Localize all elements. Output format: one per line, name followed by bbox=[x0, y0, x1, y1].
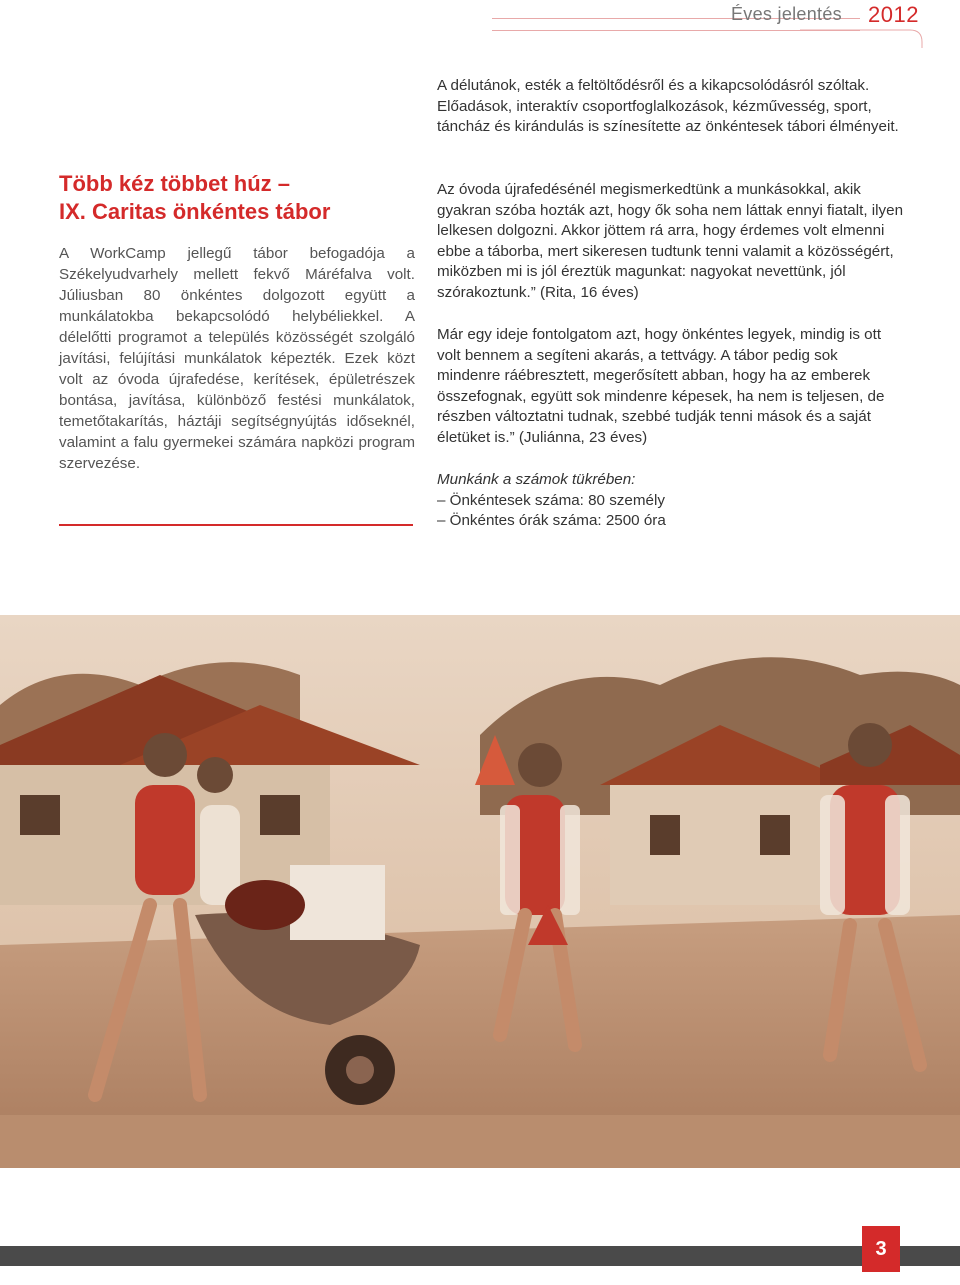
report-title: Éves jelentés bbox=[731, 4, 842, 24]
volunteers-photo bbox=[0, 615, 960, 1168]
article-lead: A WorkCamp jellegű tábor befogadója a Székelyudvarhely mellett fekvő Máréfalva volt. Júliusban 80 önkéntes dolgozott együtt a munkálatokba bekapcsolódó helybéliekkel. A délelőtti programot a település közösségét szolgáló javítási, felújítási munkálatok képezték. Ezek közt volt az óvoda újrafedése, kerítések, épületrészek bontása, javítása, különböző festési munkálatok, temetőtakarítás, háztáji segítségnyújtás időseknél, valamint a falu gyermekei számára napközi program szervezése. bbox=[59, 245, 415, 472]
article-title bbox=[59, 170, 419, 226]
quote-julianna: Már egy ideje fontolgatom azt, hogy önkéntes legyek, mindig is ott volt bennem a segíteni akarás, a tettvágy. A tábor pedig sok mindenre ráébresztett, megerősített abban, hogy ha az emberek összefognak, együtt sok mindenre képesek, ha nem is teljesen, de részben változtatni tudnak, szebbé tudják tenni mások és a saját életüket is.” (Juliánna, 23 éves) bbox=[437, 326, 885, 446]
numbers-summary bbox=[437, 470, 904, 532]
article-title-line2: IX. Caritas önkéntes tábor bbox=[59, 199, 331, 224]
article-title-line1: Több kéz többet húz – bbox=[59, 171, 290, 196]
paragraph-afternoons: A délutánok, esték a feltöltődésről és a kikapcsolódásról szóltak. Előadások, interaktív csoportfoglalkozások, kézművesség, sport, táncház és kirándulás is színesítette az önkéntesek tábori élményeit. bbox=[437, 77, 899, 135]
numbers-volunteers: – Önkéntesek száma: 80 személy bbox=[437, 491, 665, 509]
section-divider bbox=[59, 524, 413, 526]
quote-rita: Az óvoda újrafedésénél megismerkedtünk a munkásokkal, akik gyakran szóba hozták azt, hogy ők soha nem láttak ennyi fiatalt, ilyen lelkesen dolgozni. Akkor jöttem rá arra, hogy érdemes volt elmenni ebbe a táborba, mert sikeresen tudtunk tenni valamit a közösségért, miközben mi is jól éreztük magunkat: nagyokat nevettünk, jól szórakoztunk.” (Rita, 16 éves) bbox=[437, 181, 904, 301]
report-year: 2012 bbox=[868, 2, 919, 27]
page-number: 3 bbox=[862, 1226, 900, 1272]
footer-bar bbox=[0, 1246, 960, 1266]
numbers-title: Munkánk a számok tükrében: bbox=[437, 471, 636, 488]
numbers-hours: – Önkéntes órák száma: 2500 óra bbox=[437, 512, 666, 529]
volunteers-photo-illustration bbox=[0, 615, 960, 1168]
